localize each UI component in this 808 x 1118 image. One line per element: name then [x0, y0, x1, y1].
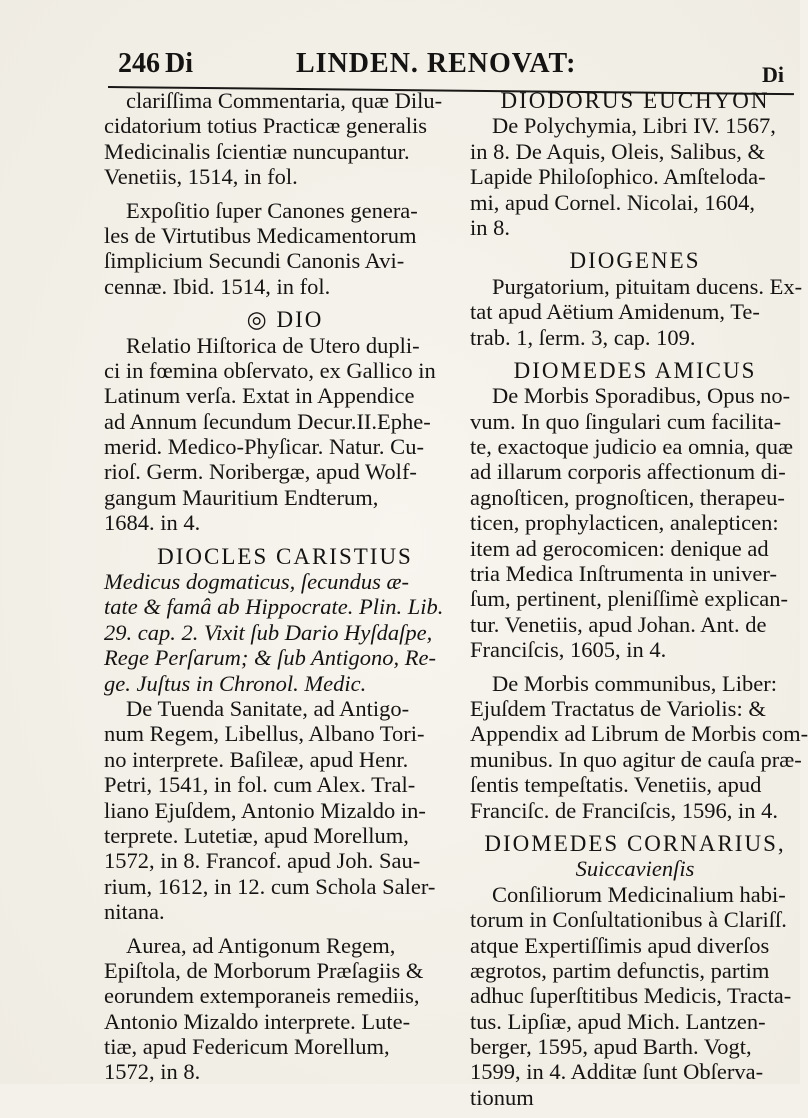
entry-paragraph [104, 933, 466, 1085]
entry-paragraph [470, 273, 803, 350]
text-line: tria Medica Inſtrumenta in univer- [470, 561, 777, 587]
text-line: adhuc ſuperſtitibus Medicis, Tracta- [470, 983, 792, 1009]
entry-heading [470, 358, 800, 383]
text-line: Medicus dogmaticus, ſecundus æ- [104, 569, 409, 595]
text-line: agnoſticen, prognoſticen, therapeu- [470, 484, 785, 510]
paragraph-gap [470, 350, 800, 358]
text-line: Franciſc. de Franciſcis, 1596, in 4. [470, 797, 779, 823]
text-line: 1572, in 8. Francof. apud Joh. Sau- [104, 848, 421, 874]
text-line: Conſiliorum Medicinalium habi- [492, 881, 786, 907]
text-line: atque Expertiſſimis apud diverſos [470, 932, 770, 958]
text-line: ge. Juſtus in Chronol. Medic. [104, 670, 367, 696]
text-line: Petri, 1541, in fol. cum Alex. Tral- [104, 772, 416, 798]
text-line: rioſ. Germ. Noribergæ, apud Wolf- [104, 459, 417, 485]
entry-paragraph [470, 113, 800, 240]
paragraph-gap [470, 823, 800, 831]
text-line: 1572, in 8. [104, 1059, 201, 1085]
text-line: cennæ. Ibid. 1514, in fol. [104, 273, 331, 299]
text-line: merid. Medico-Phyſicar. Natur. Cu- [104, 434, 424, 460]
text-line: num Regem, Libellus, Albano Tori- [104, 721, 425, 747]
text-line: De Tuenda Sanitate, ad Antigo- [126, 695, 410, 721]
text-line: berger, 1595, apud Barth. Vogt, [470, 1034, 752, 1060]
ornament-symbol: ◎ [246, 307, 277, 333]
text-line: Aurea, ad Antigonum Regem, [126, 932, 396, 958]
text-line: Relatio Hiſtorica de Utero dupli- [126, 332, 420, 358]
paragraph-gap [104, 1085, 466, 1093]
entry-paragraph [104, 198, 466, 300]
text-line: 1684. in 4. [104, 510, 201, 536]
heading-text: DIOCLES CARISTIUS [157, 543, 413, 569]
paragraph-gap [104, 536, 466, 544]
entry-paragraph [104, 333, 466, 536]
text-line: no interprete. Baſileæ, apud Henr. [104, 746, 409, 772]
text-line: munibus. In quo agitur de cauſa præ- [470, 746, 802, 772]
heading-text: DIOMEDES CORNARIUS, [484, 830, 786, 856]
text-line: ci in fœmina obſervato, ex Gallico in [104, 357, 436, 383]
text-line: ad Annum ſecundum Decur.II.Ephe- [104, 408, 431, 434]
page-number: 246 [118, 48, 160, 79]
heading-text: DIOMEDES AMICUS [513, 357, 757, 383]
text-line: te, exactoque judicio ea omnia, quæ [470, 434, 794, 460]
paragraph-gap [470, 663, 800, 671]
text-line: ad illarum corporis affectionum di- [470, 459, 786, 485]
text-line: Venetiis, 1514, in fol. [104, 164, 298, 190]
running-head-title: LINDEN. RENOVAT: [296, 48, 577, 79]
text-line: mi, apud Cornel. Nicolai, 1604, [470, 189, 755, 215]
text-line: 29. cap. 2. Vixit ſub Dario Hyſdaſpe, [104, 619, 433, 645]
entry-heading [104, 544, 466, 569]
catchword: Di [762, 62, 784, 87]
text-line: eorundem extemporaneis remediis, [104, 983, 420, 1009]
text-line: Rege Perſarum; & ſub Antigono, Re- [104, 645, 437, 671]
entry-heading [470, 248, 800, 273]
text-line: tur. Venetiis, apud Johan. Ant. de [470, 611, 767, 637]
text-line: rium, 1612, in 12. cum Schola Saler- [104, 873, 436, 899]
entry-heading [470, 88, 800, 113]
text-line: Suiccavienſis [575, 856, 695, 882]
text-line: clariſſima Commentaria, quæ Dilu- [126, 88, 443, 113]
text-line: De Morbis Sporadibus, Opus no- [492, 383, 791, 409]
text-line: vum. In quo ſingulari cum facilita- [470, 408, 782, 434]
running-head [0, 48, 800, 88]
text-line: tionum [470, 1084, 534, 1110]
text-line: trab. 1, ſerm. 3, cap. 109. [470, 324, 696, 350]
text-line: Latinum verſa. Extat in Appendice [104, 383, 415, 409]
text-line: Epiſtola, de Morborum Præſagiis & [104, 957, 424, 983]
text-line: Franciſcis, 1605, in 4. [470, 637, 667, 663]
text-line: tate & famâ ab Hippocrate. Plin. Lib. [104, 594, 444, 620]
text-line: ſum, pertinent, pleniſſimè explican- [470, 586, 789, 612]
entry-heading [470, 831, 800, 856]
entry-note [470, 856, 800, 881]
paragraph-gap [104, 299, 466, 307]
text-line: Appendix ad Librum de Morbis com- [470, 721, 808, 747]
text-line: in 8. [470, 214, 511, 240]
entry-paragraph [470, 383, 800, 662]
paragraph-gap [104, 925, 466, 933]
text-line: ſimplicium Secundi Canonis Avi- [104, 248, 405, 274]
text-line: Medicinalis ſcientiæ nuncupantur. [104, 138, 410, 164]
heading-text: DIOGENES [569, 248, 701, 274]
paragraph-gap [104, 190, 466, 198]
entry-heading [104, 307, 466, 332]
entry-paragraph [104, 696, 466, 925]
text-line: les de Virtutibus Medicamentorum [104, 222, 417, 248]
text-line: terprete. Lutetiæ, apud Morellum, [104, 822, 409, 848]
text-line: ſentis tempeſtatis. Venetiis, apud [470, 772, 762, 798]
left-column [104, 88, 466, 1093]
text-line: Expoſitio ſuper Canones genera- [126, 197, 418, 223]
text-line: gangum Mauritium Endterum, [104, 484, 379, 510]
text-line: tus. Lipſiæ, apud Mich. Lantzen- [470, 1008, 766, 1034]
text-line: De Morbis communibus, Liber: [492, 670, 777, 696]
entry-paragraph [470, 670, 808, 823]
text-line: tiæ, apud Federicum Morellum, [104, 1034, 390, 1060]
text-line: ægrotos, partim defunctis, partim [470, 957, 770, 983]
right-column [470, 88, 808, 1118]
text-line: nitana. [104, 899, 165, 925]
text-line: torum in Conſultationibus à Clariſſ. [470, 907, 787, 933]
text-line: item ad gerocomicen: denique ad [470, 535, 769, 561]
text-line: 1599, in 4. Additæ ſunt Obſerva- [470, 1059, 764, 1085]
text-line: in 8. De Aquis, Oleis, Salibus, & [470, 138, 766, 164]
text-line: Purgatorium, pituitam ducens. Ex- [492, 273, 803, 299]
text-line: Antonio Mizaldo interprete. Lute- [104, 1008, 411, 1034]
heading-text: DIO [276, 307, 324, 333]
text-line: De Polychymia, Libri IV. 1567, [492, 113, 776, 139]
paragraph-gap [470, 1110, 800, 1118]
text-line: Lapide Philoſophico. Amſteloda- [470, 164, 766, 190]
paragraph-gap [470, 240, 800, 248]
text-line: liano Ejuſdem, Antonio Mizaldo in- [104, 797, 426, 823]
entry-paragraph [104, 88, 466, 190]
entry-paragraph [470, 882, 800, 1111]
text-line: tat apud Aëtium Amidenum, Te- [470, 299, 760, 325]
heading-text: DIODORUS EUCHYON [500, 88, 770, 113]
text-line: ticen, prophylacticen, analepticen: [470, 510, 779, 536]
text-line: cidatorium totius Practicæ generalis [104, 113, 428, 139]
entry-note [104, 569, 466, 696]
running-head-left-word: Di [165, 48, 193, 79]
text-line: Ejuſdem Tractatus de Variolis: & [470, 695, 766, 721]
